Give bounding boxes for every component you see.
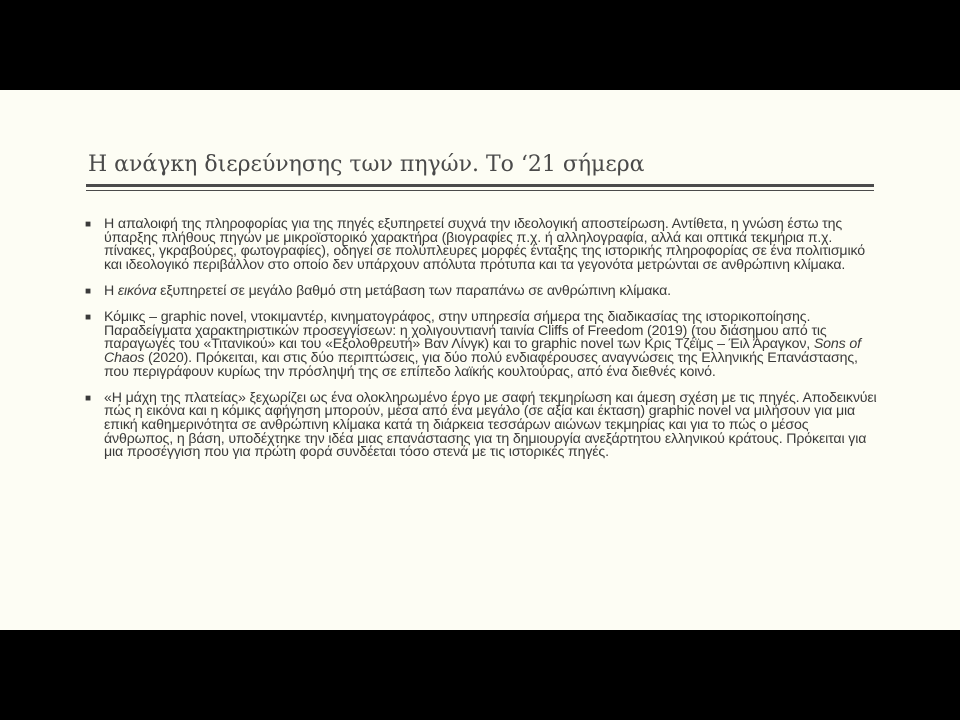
bullet-text-run: (2020). Πρόκειται, και στις δύο περιπτώσεις, για δύο πολύ ενδιαφέρουσες αναγνώσεις της Ελληνικής Επανάστασης, που περιγράφουν κυρίως την πρόσληψή της σε επίπεδο λαϊκής κουλτούρας, από ένα διεθνές κοινό. (104, 349, 858, 380)
bullet-text (104, 309, 861, 379)
bullet-square-icon: ■ (85, 219, 91, 230)
bullet-square-icon: ■ (85, 285, 91, 297)
bullet-item (85, 218, 881, 272)
bullet-text (104, 283, 671, 299)
bullet-italic-text: εικόνα (117, 282, 157, 299)
bullet-item (85, 282, 881, 299)
bullet-square-icon: ■ (85, 392, 91, 404)
bullet-list (85, 218, 881, 472)
bullet-text-run: Η (104, 282, 118, 299)
bullet-item (85, 389, 881, 461)
bullet-text-run: «Η μάχη της πλατείας» ξεχωρίζει ως ένα ολοκληρωμένο έργο με σαφή τεκμηρίωση και άμεση σχέση με τις πηγές. Αποδεικνύει πώς η εικόνα και η κόμικς αφήγηση μπορούν, μέσα από ένα μεγάλο (σε αξία και έκταση) graphic novel να μιλήσουν για μια επική καθημερινότητα σε ανθρώπινη κλίμακα κατά τη διάρκεια τεσσάρων αιώνων τεκμηρίας και για το πώς ο μέσος άνθρωπος, η βάση, υποδέχτηκε την ιδέα μιας επανάστασης για τη δημιουργία ανεξάρτητου ελληνικού κράτους. Πρόκειται για μια προσέγγιση που για πρώτη φορά συνδέεται τόσο στενά με τις ιστορικές πηγές. (104, 389, 877, 461)
slide-title: Η ανάγκη διερεύνησης των πηγών. Το ‘21 σήμερα (88, 152, 645, 177)
slide (0, 90, 960, 630)
bullet-item (85, 311, 881, 379)
bullet-text-run: Κόμικς – graphic novel, ντοκιμαντέρ, κινηματογράφος, στην υπηρεσία σήμερα της διαδικασίας της ιστορικοποίησης. Παραδείγματα χαρακτηριστικών προσεγγίσεων: η χολιγουντιανή ταινία Cliffs of Freedom (2019) (του διάσημου από τις παραγωγές του «Τιτανικού» και του «Εξολοθρευτή» Βαν Λίνγκ) και το graphic novel των Κρις Τζέϊμς – Έιλ Άραγκον, (104, 309, 827, 353)
bullet-text-run: εξυπηρετεί σε μεγάλο βαθμό στη μετάβαση των παραπάνω σε ανθρώπινη κλίμακα. (156, 282, 671, 299)
title-rule-thick (86, 184, 874, 187)
bullet-square-icon: ■ (85, 312, 91, 324)
bullet-text (104, 390, 877, 460)
bullet-text-run: Η απαλοιφή της πληροφορίας για της πηγές εξυπηρετεί συχνά την ιδεολογική αποστείρωση. Αντίθετα, η γνώση έστω της ύπαρξης πλήθους πηγών με μικροϊστορικό χαρακτήρα (βιογραφίες π.χ. ή αλληλογραφία, αλλά και οπτικά τεκμήρια π.χ. πίνακες, γκραβούρες, φωτογραφίες), οδηγεί σε πολύπλευρες μορφές ένταξης της ιστορικής πληροφορίας σε ένα πολιτισμικό και ιδεολογικό περιβάλλον στο οποίο δεν υπάρχουν απόλυτα πρότυπα και τα γεγονότα μετρώνται σε ανθρώπινη κλίμακα. (104, 216, 865, 273)
bullet-text (104, 216, 865, 273)
bullet-italic-text: Sons of Chaos (104, 336, 861, 366)
title-rule-thin (86, 190, 874, 191)
